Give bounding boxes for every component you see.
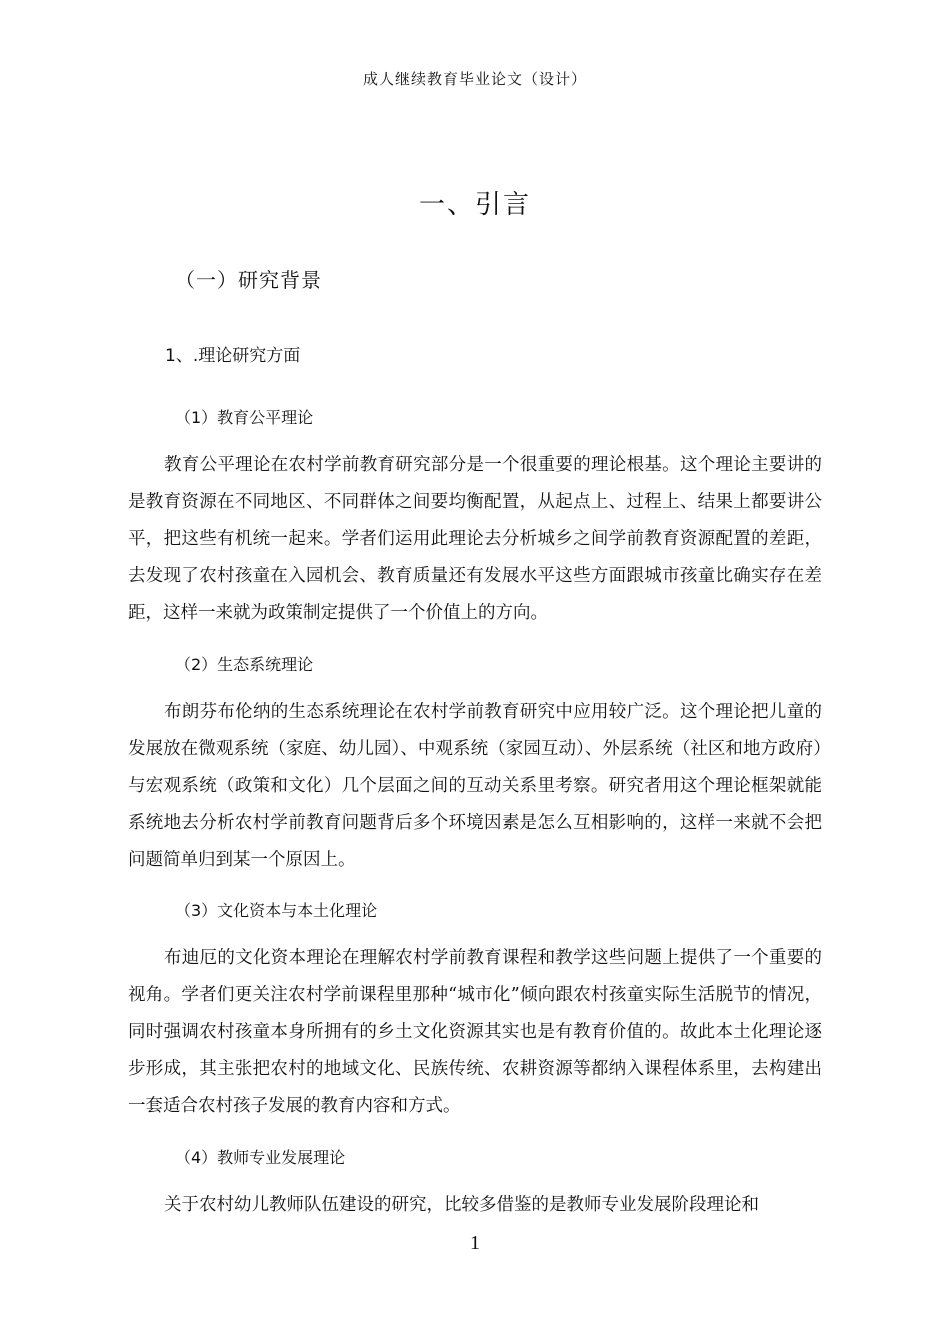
item-heading-teacher-development: （4）教师专业发展理论 (175, 1148, 346, 1167)
running-header: 成人继续教育毕业论文（设计） (362, 70, 587, 88)
section-heading: （一）研究背景 (175, 268, 322, 292)
paragraph-education-equity: 教育公平理论在农村学前教育研究部分是一个很重要的理论根基。这个理论主要讲的是教育资源在不同地区、不同群体之间要均衡配置，从起点上、过程上、结果上都要讲公平，把这些有机统一起来。学者们运用此理论去分析城乡之间学前教育资源配置的差距，去发现了农村孩童在入园机会、教育质量还有发展水平这些方面跟城市孩童比确实存在差距，这样一来就为政策制定提供了一个价值上的方向。 (128, 455, 822, 623)
paragraph-ecosystem: 布朗芬布伦纳的生态系统理论在农村学前教育研究中应用较广泛。这个理论把儿童的发展放在微观系统（家庭、幼儿园）、中观系统（家园互动）、外层系统（社区和地方政府）与宏观系统（政策和文化）几个层面之间的互动关系里考察。研究者用这个理论框架就能系统地去分析农村学前教育问题背后多个环境因素是怎么互相影响的，这样一来就不会把问题简单归到某一个原因上。 (128, 702, 822, 870)
page-number: 1 (470, 1232, 480, 1254)
chapter-title: 一、引言 (418, 190, 531, 220)
paragraph-cultural-capital: 布迪厄的文化资本理论在理解农村学前教育课程和教学这些问题上提供了一个重要的视角。学者们更关注农村学前课程里那种“城市化”倾向跟农村孩童实际生活脱节的情况，同时强调农村孩童本身所拥有的乡土文化资源其实也是有教育价值的。故此本土化理论逐步形成，其主张把农村的地域文化、民族传统、农耕资源等都纳入课程体系里，去构建出一套适合农村孩子发展的教育内容和方式。 (128, 948, 822, 1116)
subsection-heading: 1、.理论研究方面 (165, 346, 301, 366)
paragraph-teacher-development: 关于农村幼儿教师队伍建设的研究，比较多借鉴的是教师专业发展阶段理论和 (164, 1195, 759, 1215)
item-heading-education-equity: （1）教育公平理论 (175, 408, 314, 427)
item-heading-cultural-capital: （3）文化资本与本土化理论 (175, 901, 378, 920)
item-heading-ecosystem: （2）生态系统理论 (175, 655, 314, 674)
